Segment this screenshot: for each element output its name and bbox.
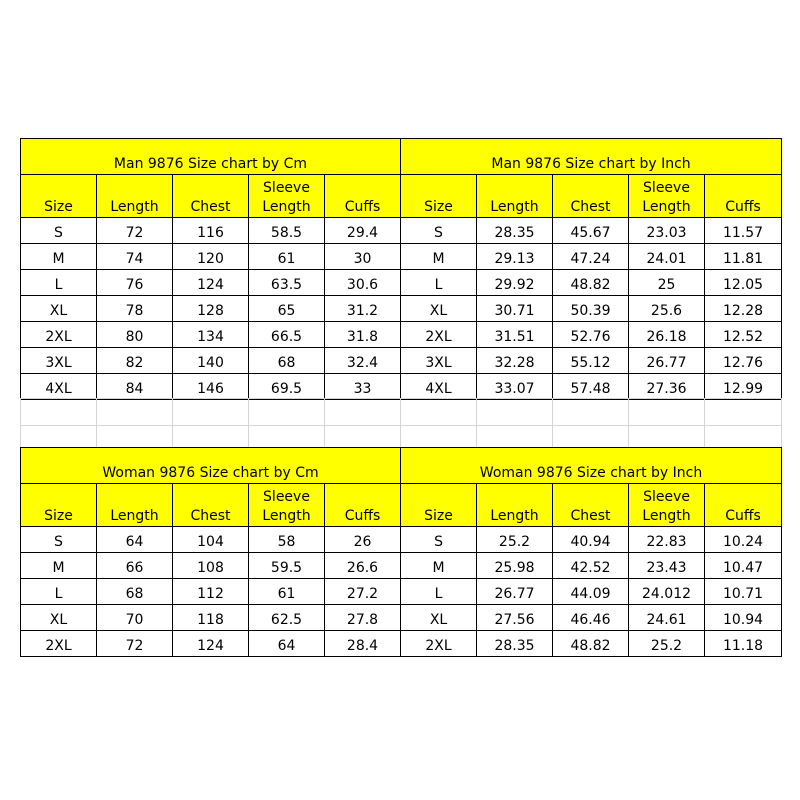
sleeve-cm-cell: 59.5: [249, 553, 325, 579]
size-cell: 2XL: [401, 631, 477, 657]
cuffs-cm-cell: 32.4: [325, 348, 401, 374]
cuffs-inch-cell: 10.94: [705, 605, 782, 631]
length-cm-cell: 82: [97, 348, 173, 374]
length-inch-cell: 30.71: [477, 296, 553, 322]
table-row: [21, 553, 782, 579]
cuffs-cm-cell: 31.8: [325, 322, 401, 348]
length-cm-cell: 68: [97, 579, 173, 605]
woman-size-table: [20, 447, 782, 657]
man-size-table: [20, 138, 782, 400]
sleeve-inch-cell: 24.61: [629, 605, 705, 631]
table-row: [21, 218, 782, 244]
chest-inch-cell: 48.82: [553, 270, 629, 296]
size-cell: 4XL: [401, 374, 477, 400]
sleeve-cm-cell: 64: [249, 631, 325, 657]
sleeve-inch-cell: 23.03: [629, 218, 705, 244]
chest-cm-cell: 140: [173, 348, 249, 374]
man-table-body: [21, 218, 782, 400]
length-cm-cell: 70: [97, 605, 173, 631]
length-cm-cell: 72: [97, 218, 173, 244]
header-length: Length: [97, 484, 173, 527]
sleeve-cm-cell: 61: [249, 579, 325, 605]
header-sleeve-length: Sleeve Length: [249, 484, 325, 527]
size-cell: 2XL: [401, 322, 477, 348]
length-cm-cell: 78: [97, 296, 173, 322]
chest-inch-cell: 45.67: [553, 218, 629, 244]
table-row: [21, 296, 782, 322]
table-row: [21, 322, 782, 348]
chest-inch-cell: 46.46: [553, 605, 629, 631]
sleeve-cm-cell: 63.5: [249, 270, 325, 296]
length-inch-cell: 25.2: [477, 527, 553, 553]
size-cell: XL: [21, 605, 97, 631]
sleeve-inch-cell: 27.36: [629, 374, 705, 400]
header-cuffs: Cuffs: [325, 484, 401, 527]
size-cell: 2XL: [21, 631, 97, 657]
chest-inch-cell: 42.52: [553, 553, 629, 579]
length-cm-cell: 84: [97, 374, 173, 400]
table-row: [21, 374, 782, 400]
table-row: [21, 270, 782, 296]
sleeve-inch-cell: 24.012: [629, 579, 705, 605]
length-inch-cell: 29.92: [477, 270, 553, 296]
cuffs-inch-cell: 12.52: [705, 322, 782, 348]
chest-cm-cell: 108: [173, 553, 249, 579]
header-chest: Chest: [553, 175, 629, 218]
man-header-row: [21, 175, 782, 218]
size-cell: S: [21, 218, 97, 244]
chest-cm-cell: 116: [173, 218, 249, 244]
sleeve-cm-cell: 61: [249, 244, 325, 270]
sleeve-cm-cell: 66.5: [249, 322, 325, 348]
chest-cm-cell: 128: [173, 296, 249, 322]
length-cm-cell: 80: [97, 322, 173, 348]
table-row: [21, 527, 782, 553]
length-cm-cell: 64: [97, 527, 173, 553]
sleeve-inch-cell: 25.2: [629, 631, 705, 657]
length-cm-cell: 66: [97, 553, 173, 579]
header-length: Length: [477, 175, 553, 218]
cuffs-cm-cell: 26.6: [325, 553, 401, 579]
chest-inch-cell: 50.39: [553, 296, 629, 322]
length-inch-cell: 33.07: [477, 374, 553, 400]
length-inch-cell: 32.28: [477, 348, 553, 374]
man-inch-title: Man 9876 Size chart by Inch: [401, 139, 782, 175]
size-cell: L: [21, 270, 97, 296]
empty-grid-rows: [20, 398, 782, 453]
length-inch-cell: 25.98: [477, 553, 553, 579]
cuffs-cm-cell: 30: [325, 244, 401, 270]
cuffs-cm-cell: 33: [325, 374, 401, 400]
size-cell: S: [401, 218, 477, 244]
cuffs-cm-cell: 27.8: [325, 605, 401, 631]
table-row: [21, 631, 782, 657]
sleeve-inch-cell: 24.01: [629, 244, 705, 270]
cuffs-cm-cell: 31.2: [325, 296, 401, 322]
cuffs-inch-cell: 11.57: [705, 218, 782, 244]
chest-cm-cell: 120: [173, 244, 249, 270]
chest-inch-cell: 52.76: [553, 322, 629, 348]
chest-cm-cell: 134: [173, 322, 249, 348]
table-row: [21, 244, 782, 270]
header-size: Size: [21, 484, 97, 527]
sleeve-inch-cell: 25.6: [629, 296, 705, 322]
cuffs-inch-cell: 10.71: [705, 579, 782, 605]
length-cm-cell: 72: [97, 631, 173, 657]
chest-cm-cell: 118: [173, 605, 249, 631]
header-chest: Chest: [173, 484, 249, 527]
cuffs-cm-cell: 30.6: [325, 270, 401, 296]
chest-inch-cell: 44.09: [553, 579, 629, 605]
sleeve-inch-cell: 23.43: [629, 553, 705, 579]
size-cell: L: [21, 579, 97, 605]
cuffs-inch-cell: 12.76: [705, 348, 782, 374]
chest-inch-cell: 48.82: [553, 631, 629, 657]
sleeve-inch-cell: 22.83: [629, 527, 705, 553]
cuffs-inch-cell: 11.18: [705, 631, 782, 657]
chest-inch-cell: 57.48: [553, 374, 629, 400]
size-cell: 3XL: [401, 348, 477, 374]
cuffs-inch-cell: 12.99: [705, 374, 782, 400]
cuffs-cm-cell: 29.4: [325, 218, 401, 244]
chest-cm-cell: 146: [173, 374, 249, 400]
sleeve-inch-cell: 25: [629, 270, 705, 296]
woman-inch-title: Woman 9876 Size chart by Inch: [401, 448, 782, 484]
woman-header-row: [21, 484, 782, 527]
chest-cm-cell: 112: [173, 579, 249, 605]
sleeve-cm-cell: 65: [249, 296, 325, 322]
sleeve-cm-cell: 58.5: [249, 218, 325, 244]
sleeve-inch-cell: 26.77: [629, 348, 705, 374]
chest-cm-cell: 124: [173, 270, 249, 296]
sleeve-cm-cell: 62.5: [249, 605, 325, 631]
size-cell: L: [401, 579, 477, 605]
cuffs-cm-cell: 26: [325, 527, 401, 553]
cuffs-inch-cell: 12.28: [705, 296, 782, 322]
size-cell: M: [401, 553, 477, 579]
chest-inch-cell: 55.12: [553, 348, 629, 374]
length-inch-cell: 28.35: [477, 631, 553, 657]
size-cell: 3XL: [21, 348, 97, 374]
cuffs-cm-cell: 28.4: [325, 631, 401, 657]
table-row: [21, 605, 782, 631]
size-cell: S: [21, 527, 97, 553]
cuffs-inch-cell: 10.47: [705, 553, 782, 579]
header-length: Length: [477, 484, 553, 527]
size-cell: XL: [21, 296, 97, 322]
length-inch-cell: 28.35: [477, 218, 553, 244]
size-cell: M: [21, 244, 97, 270]
size-cell: 2XL: [21, 322, 97, 348]
woman-table-body: [21, 527, 782, 657]
woman-cm-title: Woman 9876 Size chart by Cm: [21, 448, 401, 484]
cuffs-inch-cell: 12.05: [705, 270, 782, 296]
header-length: Length: [97, 175, 173, 218]
chest-inch-cell: 40.94: [553, 527, 629, 553]
length-inch-cell: 31.51: [477, 322, 553, 348]
cuffs-inch-cell: 11.81: [705, 244, 782, 270]
cuffs-cm-cell: 27.2: [325, 579, 401, 605]
size-cell: M: [21, 553, 97, 579]
table-row: [21, 348, 782, 374]
header-sleeve-length: Sleeve Length: [249, 175, 325, 218]
chest-cm-cell: 104: [173, 527, 249, 553]
length-inch-cell: 27.56: [477, 605, 553, 631]
size-cell: 4XL: [21, 374, 97, 400]
sleeve-inch-cell: 26.18: [629, 322, 705, 348]
size-cell: XL: [401, 605, 477, 631]
cuffs-inch-cell: 10.24: [705, 527, 782, 553]
chest-cm-cell: 124: [173, 631, 249, 657]
man-cm-title: Man 9876 Size chart by Cm: [21, 139, 401, 175]
header-cuffs: Cuffs: [325, 175, 401, 218]
header-chest: Chest: [553, 484, 629, 527]
size-cell: M: [401, 244, 477, 270]
sleeve-cm-cell: 68: [249, 348, 325, 374]
length-cm-cell: 74: [97, 244, 173, 270]
header-cuffs: Cuffs: [705, 175, 782, 218]
length-inch-cell: 29.13: [477, 244, 553, 270]
header-sleeve-length: Sleeve Length: [629, 175, 705, 218]
header-size: Size: [401, 484, 477, 527]
header-chest: Chest: [173, 175, 249, 218]
header-sleeve-length: Sleeve Length: [629, 484, 705, 527]
sleeve-cm-cell: 58: [249, 527, 325, 553]
size-cell: S: [401, 527, 477, 553]
header-size: Size: [401, 175, 477, 218]
sleeve-cm-cell: 69.5: [249, 374, 325, 400]
header-size: Size: [21, 175, 97, 218]
header-cuffs: Cuffs: [705, 484, 782, 527]
chest-inch-cell: 47.24: [553, 244, 629, 270]
size-cell: L: [401, 270, 477, 296]
size-cell: XL: [401, 296, 477, 322]
length-inch-cell: 26.77: [477, 579, 553, 605]
table-row: [21, 579, 782, 605]
length-cm-cell: 76: [97, 270, 173, 296]
